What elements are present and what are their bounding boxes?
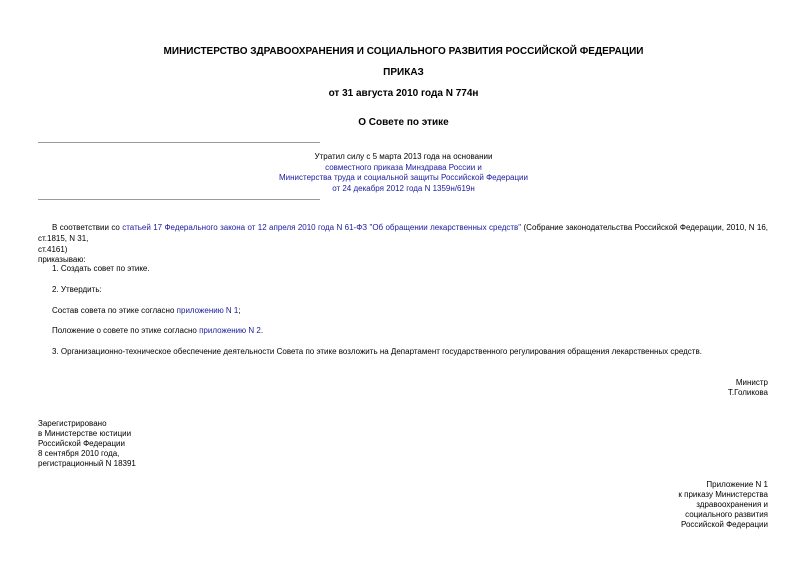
repeal-order-link-1[interactable]: совместного приказа Минздрава России и <box>325 162 482 172</box>
signature-name: Т.Голикова <box>727 388 768 397</box>
appendix-line-4: социального развития <box>685 510 768 519</box>
regulation-end: . <box>260 326 264 335</box>
item-3: 3. Организационно-техническое обеспечение деятельности Совета по этике возложить на Департамент государственного регулирования обращения лекарственных средств. <box>52 347 702 356</box>
composition-text: Состав совета по этике согласно <box>52 306 177 315</box>
composition-end: ; <box>238 306 241 315</box>
repeal-order-link-3[interactable]: от 24 декабря 2012 года N 1359н/619н <box>332 183 475 193</box>
preamble-intro: В соответствии со <box>52 223 120 232</box>
registration-block <box>38 419 136 469</box>
registration-line-1: Зарегистрировано <box>38 419 107 428</box>
notice-top-rule <box>38 142 320 143</box>
law-article-link[interactable]: статьей 17 Федерального закона от 12 апреля 2010 года N 61-ФЗ "Об обращении лекарственных средств" <box>122 223 522 232</box>
item-1: 1. Создать совет по этике. <box>52 264 150 273</box>
appendix-2-link[interactable]: приложению N 2 <box>199 326 261 335</box>
repeal-notice-text: Утратил силу с 5 марта 2013 года на основании <box>314 152 493 161</box>
preamble-source-end: ст.4161) <box>38 245 68 254</box>
registration-line-4: 8 сентября 2010 года, <box>38 449 120 458</box>
ministry-heading: МИНИСТЕРСТВО ЗДРАВООХРАНЕНИЯ И СОЦИАЛЬНОГО РАЗВИТИЯ РОССИЙСКОЙ ФЕДЕРАЦИИ <box>163 46 644 57</box>
regulation-text: Положение о совете по этике согласно <box>52 326 200 335</box>
preamble-source: (Собрание законодательства Российской Федерации, 2010, N 16, ст.1815, N 31, <box>38 223 768 243</box>
registration-line-3: Российской Федерации <box>38 439 125 448</box>
appendix-1-link[interactable]: приложению N 1 <box>176 306 239 315</box>
signature-title: Министр <box>735 378 768 387</box>
registration-line-5: регистрационный N 18391 <box>38 459 136 468</box>
repeal-order-link-2[interactable]: Министерства труда и социальной защиты Российской Федерации <box>278 173 528 182</box>
appendix-line-1: Приложение N 1 <box>706 480 768 489</box>
repeal-notice <box>0 152 807 194</box>
item-2: 2. Утвердить: <box>52 285 102 294</box>
appendix-header <box>600 480 768 530</box>
preamble-paragraph <box>38 222 768 255</box>
order-word: приказываю: <box>38 255 86 264</box>
document-date-number: от 31 августа 2010 года N 774н <box>328 88 479 99</box>
appendix-line-5: Российской Федерации <box>681 520 768 529</box>
document-type-heading: ПРИКАЗ <box>383 67 424 78</box>
appendix-line-3: здравоохранения и <box>696 500 768 509</box>
composition-line <box>52 306 241 316</box>
appendix-line-2: к приказу Министерства <box>678 490 768 499</box>
notice-bottom-rule <box>38 199 320 200</box>
regulation-line <box>52 326 263 336</box>
registration-line-2: в Министерстве юстиции <box>38 429 132 438</box>
document-subject: О Совете по этике <box>358 117 449 128</box>
